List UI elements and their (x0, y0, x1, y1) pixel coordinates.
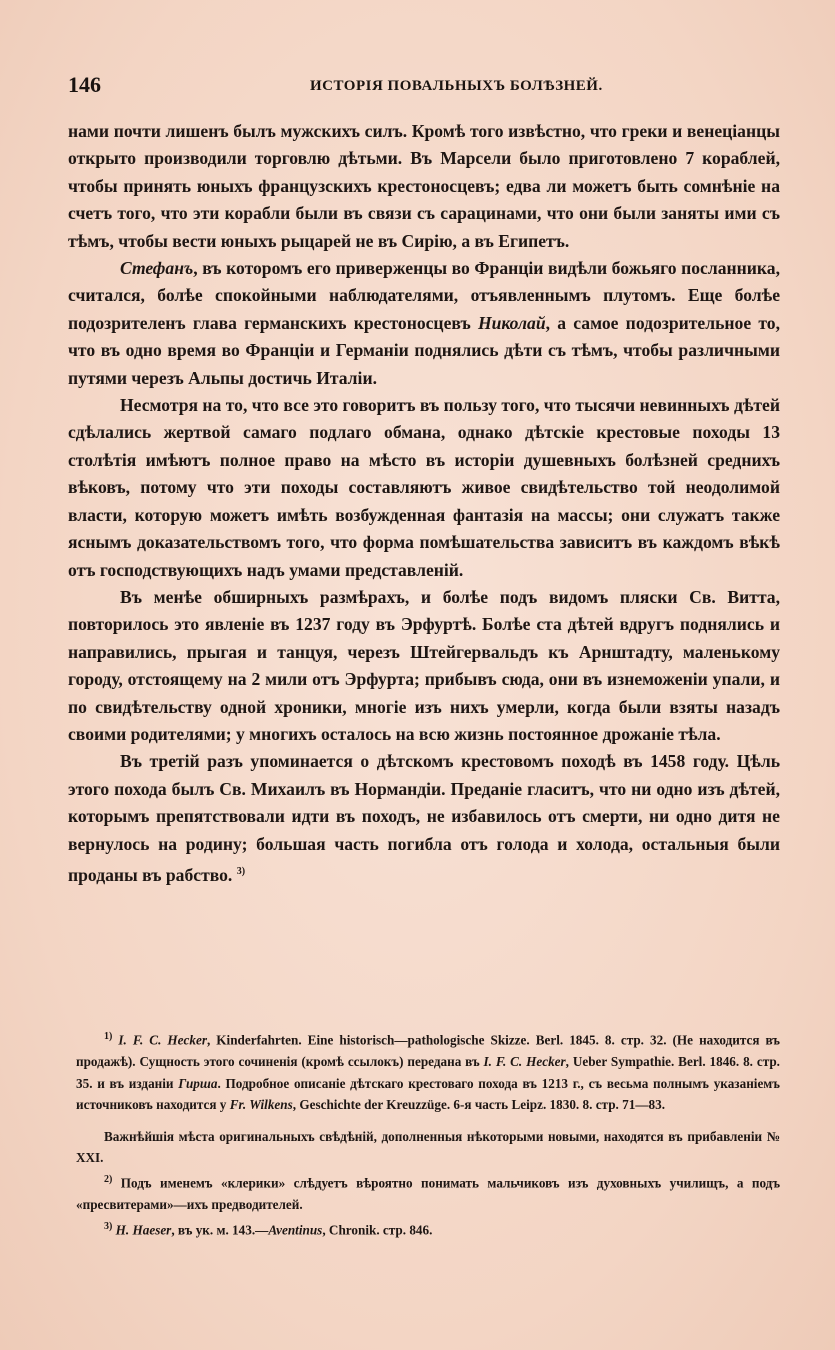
footnote-3-author-2: Aventinus (268, 1221, 323, 1237)
footnote-3-text-b: , Chronik. стр. 846. (322, 1221, 433, 1237)
footnote-1-author-2: I. F. C. Hecker (483, 1053, 566, 1069)
footnote-3-mark: 3) (104, 1220, 113, 1232)
paragraph-4: Въ менѣе обширныхъ размѣрахъ, и болѣе подъ видомъ пляски Св. Витта, повторилось это явленіе въ 1237 году въ Эрфуртѣ. Болѣе ста дѣтей вдругъ поднялись и направились, прыгая и танцуя, черезъ Штейгервальдъ къ Арнштадту, маленькому городу, отстоящему на 2 мили отъ Эрфурта; прибывъ сюда, они въ изнеможеніи упали, и по свидѣтельству одной хроники, многіе изъ нихъ умерли, когда были взяты назадъ своими родителями; у многихъ осталось на всю жизнь постоянное дрожаніе тѣла. (68, 586, 780, 744)
page-number: 146 (68, 72, 101, 97)
paragraph-5-text: Въ третій разъ упоминается о дѣтскомъ крестовомъ походѣ въ 1458 году. Цѣль этого похода былъ Св. Михаилъ въ Нормандіи. Преданіе гласитъ, что ни одно изъ дѣтей, которымъ препятствовали идти въ походъ, не избавилось отъ смерти, ни одно дитя не вернулось на родину; большая часть погибла отъ голода и холода, остальныя были проданы въ рабство. (68, 751, 780, 885)
paragraph-1: нами почти лишенъ былъ мужскихъ силъ. Кромѣ того извѣстно, что греки и венеціанцы открыто производили торговлю дѣтьми. Въ Марсели было приготовлено 7 кораблей, чтобы принять юныхъ французскихъ крестоносцевъ; едва ли можетъ быть сомнѣніе на счетъ того, что эти корабли были въ связи съ сарацинами, что они были заняты ими съ тѣмъ, чтобы вести юныхъ рыцарей не въ Сирію, а въ Египетъ. (68, 121, 780, 251)
footnote-1-text-b: , Ueber Sympathie. Berl. 1846. 8. стр. 35. и въ изданіи (76, 1053, 780, 1091)
running-head: ИСТОРІЯ ПОВАЛЬНЫХЪ БОЛѢЗНЕЙ. (310, 78, 603, 94)
footnote-appendix-note: Важнѣйшія мѣста оригинальныхъ свѣдѣній, дополненныя нѣкоторыми новыми, находятся въ прибавленіи № XXI. (76, 1128, 780, 1166)
footnote-1-mark: 1) (104, 1031, 113, 1042)
footnote-3 (76, 1216, 780, 1241)
paragraph-3: Несмотря на то, что все это говоритъ въ пользу того, что тысячи невинныхъ дѣтей сдѣлались жертвой самаго подлаго обмана, однако дѣтскіе крестовые походы 13 столѣтія имѣютъ полное право на мѣсто въ исторіи душевныхъ болѣзней среднихъ вѣковъ, потому что эти походы составляютъ живое свидѣтельство той неодолимой власти, которую можетъ имѣть возбужденная фантазія на массы; они служатъ также яснымъ доказательствомъ того, что форма помѣшательства зависитъ въ каждомъ вѣкѣ отъ господствующихъ надъ умами представленій. (68, 395, 780, 580)
name-stefan: Стефанъ (120, 258, 194, 279)
paragraph-5 (68, 748, 780, 889)
footnotes (76, 1026, 780, 1241)
footnote-3-author-1: H. Haeser (115, 1221, 172, 1237)
footnote-2-mark: 2) (104, 1173, 113, 1185)
footnote-1-author-1: I. F. C. Hecker (118, 1032, 207, 1048)
footnote-3-text-a: , въ ук. м. 143.— (171, 1221, 269, 1237)
footnote-1-text-a: , Kinderfahrten. Eine historisch—pathologische Skizze. Berl. 1845. 8. стр. 32. (Не находится въ продажѣ). Сущность этого сочиненія (кромѣ ссылокъ) передана въ (76, 1032, 780, 1069)
footnote-2 (76, 1169, 780, 1216)
paragraph-2-part-b: , а самое подозрительное то, что въ одно время во Франціи и Германіи поднялись дѣти съ тѣмъ, чтобы различными путями черезъ Альпы достичь Италіи. (68, 312, 780, 388)
page-header (68, 72, 776, 102)
footnote-1-text-c: . Подробное описаніе дѣтскаго крестоваго похода въ 1213 г., съ весьма полнымъ указаніемъ источниковъ находится у (76, 1075, 780, 1113)
body-text (68, 118, 780, 889)
name-nikolai: Николай (477, 312, 546, 333)
paragraph-2-part-a: , въ которомъ его приверженцы во Франціи видѣли божьяго посланника, считался, болѣе спокойными наблюдателями, отъявленнымъ плутомъ. Еще болѣе подозрителенъ глава германскихъ крестоносцевъ (68, 258, 780, 333)
footnote-1-author-3: Гирша (178, 1075, 218, 1091)
footnote-1-text-d: , Geschichte der Kreuzzüge. 6-я часть Leipz. 1830. 8. стр. 71—83. (292, 1097, 665, 1113)
footnote-1 (76, 1026, 780, 1116)
footnote-2-text: Подъ именемъ «клерики» слѣдуетъ вѣроятно понимать мальчиковъ изъ духовныхъ училищъ, а подъ «пресвитерами»—ихъ предводителей. (76, 1175, 781, 1212)
footnote-1-author-4: Fr. Wilkens (229, 1097, 293, 1113)
footnote-ref-3: 3) (236, 865, 246, 877)
paragraph-2 (68, 255, 780, 392)
